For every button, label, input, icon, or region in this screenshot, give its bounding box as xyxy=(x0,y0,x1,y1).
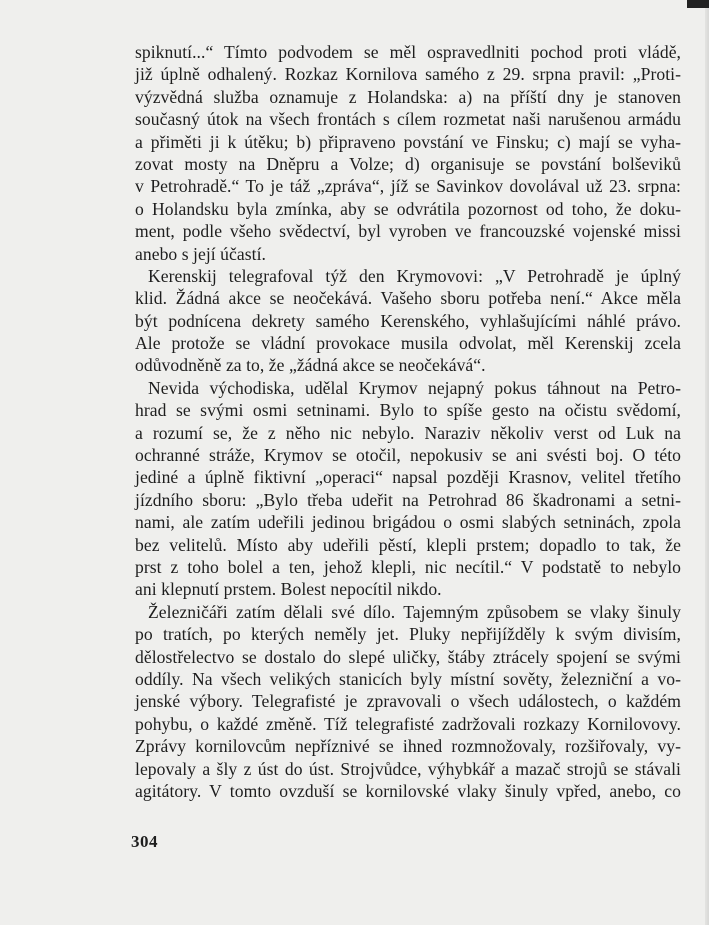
text-line: a přiměti ji k útěku; b) připraveno povstání ve Finsku; c) mají se vyha- xyxy=(135,131,681,152)
text-line: Železničáři zatím dělali své dílo. Tajemným způsobem se vlaky šinuly xyxy=(148,601,681,622)
text-line: Ale protože se vládní provokace musila odvolat, měl Kerenskij zcela xyxy=(135,333,681,354)
text-line: prst z toho bolel a ten, jehož klepli, nic necítil.“ V podstatě to nebylo xyxy=(135,556,681,577)
page-edge xyxy=(705,0,709,925)
text-line: o Holandsku byla zmínka, aby se odvrátila pozornost od toho, že doku- xyxy=(135,198,681,219)
text-line: Kerenskij telegrafoval týž den Krymovovi: „V Petrohradě je úplný xyxy=(148,265,681,286)
text-line: jediné a úplně fiktivní „operaci“ napsal později Krasnov, velitel třetího xyxy=(135,467,681,488)
text-line: nami, ale zatím udeřili jedinou brigádou o osmi slabých setninách, zpola xyxy=(135,512,681,533)
text-line: v Petrohradě.“ To je táž „zpráva“, jíž se Savinkov dovolával už 23. srpna: xyxy=(135,176,681,197)
text-line: zovat mosty na Dněpru a Volze; d) organisuje se povstání bolševiků xyxy=(135,153,681,174)
text-line: dělostřelectvo se dostalo do slepé uličky, štáby ztrácely spojení se svými xyxy=(135,646,681,667)
text-line: být podnícena dekrety samého Kerenského, vyhlašujícími náhlé právo. xyxy=(135,310,681,331)
text-line: ment, podle všeho svědectví, byl vyroben ve francouzské vojenské missi xyxy=(135,221,681,242)
text-line: agitátory. V tomto ovzduší se kornilovské vlaky šinuly vpřed, anebo, co xyxy=(135,780,681,801)
text-line: současný útok na všech frontách s cílem rozmetat naši narušenou armádu xyxy=(135,109,681,130)
text-line: oddíly. Na všech velikých stanicích byly místní sověty, železniční a vo- xyxy=(135,668,681,689)
text-line: jenské výbory. Telegrafisté je zpravovali o všech událostech, o každém xyxy=(135,691,681,712)
scan-corner-mark xyxy=(687,0,709,8)
text-line: a rozumí se, že z něho nic nebylo. Naraziv několiv verst od Luk na xyxy=(135,422,681,443)
text-line: lepovaly a šly z úst do úst. Strojvůdce, výhybkář a mazač strojů se stávali xyxy=(135,758,681,779)
text-line: pohybu, o každé změně. Tíž telegrafisté zadržovali rozkazy Kornilovovy. xyxy=(135,713,681,734)
text-line: Zprávy kornilovcům nepříznivé se ihned rozmnožovaly, rozšiřovaly, vy- xyxy=(135,736,681,757)
text-line: jízdního sboru: „Bylo třeba udeřit na Petrohrad 86 škadronami a setni- xyxy=(135,489,681,510)
text-line: bez velitelů. Místo aby udeřili pěstí, klepli prstem; dopadlo to tak, že xyxy=(135,534,681,555)
text-line: hrad se svými osmi setninami. Bylo to spíše gesto na očistu svědomí, xyxy=(135,400,681,421)
text-line: ochranné stráže, Krymov se otočil, nepokusiv se ani svésti boj. O této xyxy=(135,445,681,466)
text-line: Nevida východiska, udělal Krymov nejapný pokus táhnout na Petro- xyxy=(148,377,681,398)
text-line: výzvědná služba oznamuje z Holandska: a) na příští dny je stanoven xyxy=(135,86,681,107)
page-number: 304 xyxy=(131,832,158,851)
text-line: po tratích, po kterých neměly jet. Pluky nepřijížděly k svým divisím, xyxy=(135,624,681,645)
text-line: odůvodněně za to, že „žádná akce se neočekává“. xyxy=(135,355,486,376)
text-line: spiknutí...“ Tímto podvodem se měl ospravedlniti pochod proti vládě, xyxy=(135,42,681,62)
text-line: klid. Žádná akce se neočekává. Vašeho sboru potřeba není.“ Akce měla xyxy=(135,288,681,309)
text-line: ani klepnutí prstem. Bolest nepocítil nikdo. xyxy=(135,579,442,600)
text-line: již úplně odhalený. Rozkaz Kornilova samého z 29. srpna pravil: „Proti- xyxy=(135,64,681,85)
body-text xyxy=(135,41,681,802)
text-line: anebo s její účastí. xyxy=(135,243,266,264)
